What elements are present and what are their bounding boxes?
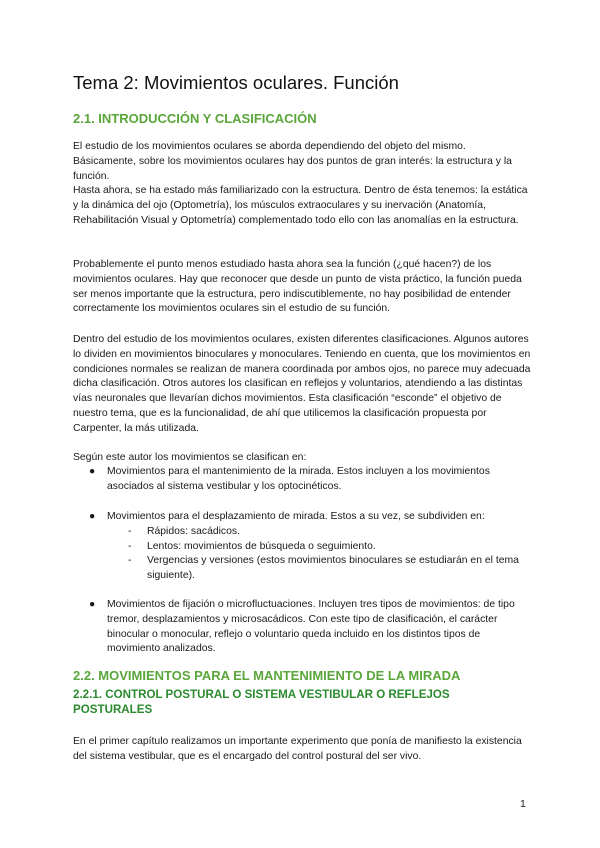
paragraph: Dentro del estudio de los movimientos oculares, existen diferentes clasificaciones. Algunos autores lo dividen en movimientos binoculares y monoculares. Teniendo en cuenta, que los movimientos en condiciones normales se realizan de manera coordinada por ambos ojos, no parece muy adecuada dicha clasificación. Otros autores los clasifican en reflejos y voluntarios, atendiendo a las distintas vías neuronales que llevarían dichos movimientos. Esta clasificación “esconde” el objetivo de nuestro tema, que es la funcionalidad, de ahí que utilicemos la clasificación propuesta por Carpenter, la más utilizada. xyxy=(73,334,531,434)
dash-icon: - xyxy=(128,540,132,552)
section-heading: 2.2. MOVIMIENTOS PARA EL MANTENIMIENTO DE LA MIRADA xyxy=(73,668,461,683)
page-number: 1 xyxy=(520,798,526,810)
section-heading: 2.1. INTRODUCCIÓN Y CLASIFICACIÓN xyxy=(73,111,317,126)
dash-icon: - xyxy=(128,555,132,567)
list-item: ● Movimientos de fijación o microfluctuaciones. Incluyen tres tipos de movimientos: de tipo tremor, desplazamientos y microsacádicos. Con este tipo de clasificación, el carácter binocular o monocular, reflejo o voluntario queda incluido en los distintos tipos de movimiento analizados. xyxy=(89,599,515,655)
bullet-icon: ● xyxy=(89,599,96,610)
bullet-icon: ● xyxy=(89,511,96,522)
sub-list-item: - Vergencias y versiones (estos movimientos binoculares se estudiarán en el tema siguiente). xyxy=(128,555,519,582)
list-item: ● Movimientos para el mantenimiento de la mirada. Estos incluyen a los movimientos asociados al sistema vestibular y los optocinéticos. xyxy=(89,466,490,492)
classification-list-2 xyxy=(73,510,531,584)
paragraph: Probablemente el punto menos estudiado hasta ahora sea la función (¿qué hacen?) de los movimientos oculares. Hay que reconocer que desde un punto de vista práctico, la función pueda ser menos importante que la estructura, pero indiscutiblemente, no hay posibilidad de entender correctamente los movimientos oculares sin el estudio de su función. xyxy=(73,259,522,315)
paragraph: En el primer capítulo realizamos un importante experimento que ponía de manifiesto la existencia del sistema vestibular, que es el encargado del control postural del ser vivo. xyxy=(73,736,522,762)
paragraph: Hasta ahora, se ha estado más familiarizado con la estructura. Dentro de ésta tenemos: la estática y la dinámica del ojo (Optometría), los músculos extraoculares y su inervación (Anatomía, Rehabilitación Visual y Optometría) complementado todo ello con las anomalías en la estructura. xyxy=(73,185,528,226)
sub-list-item: - Rápidos: sacádicos. xyxy=(73,525,531,540)
paragraph-classifications xyxy=(73,333,531,437)
document-title: Tema 2: Movimientos oculares. Función xyxy=(73,72,399,93)
section-heading-intro xyxy=(73,111,531,126)
section-heading-maintenance xyxy=(73,668,531,683)
list-item: ● Movimientos para el desplazamiento de mirada. Estos a su vez, se subdividen en: xyxy=(73,510,531,525)
paragraph: Según este autor los movimientos se clasifican en: xyxy=(73,452,307,463)
dash-icon: - xyxy=(128,525,132,537)
classification-list xyxy=(73,465,531,495)
bullet-icon: ● xyxy=(89,466,96,477)
paragraph: El estudio de los movimientos oculares se aborda dependiendo del objeto del mismo. Básicamente, sobre los movimientos oculares hay dos puntos de gran interés: la estructura y la función. xyxy=(73,141,512,182)
paragraph-function xyxy=(73,258,531,317)
subsection-heading-postural xyxy=(73,687,513,717)
sub-list-item: - Lentos: movimientos de búsqueda o seguimiento. xyxy=(73,540,531,555)
subsection-heading: 2.2.1. CONTROL POSTURAL O SISTEMA VESTIBULAR O REFLEJOS POSTURALES xyxy=(73,688,450,716)
paragraph-carpenter xyxy=(73,451,531,466)
paragraph-intro xyxy=(73,140,531,229)
classification-list-3 xyxy=(73,598,531,657)
paragraph-vestibular xyxy=(73,735,531,765)
